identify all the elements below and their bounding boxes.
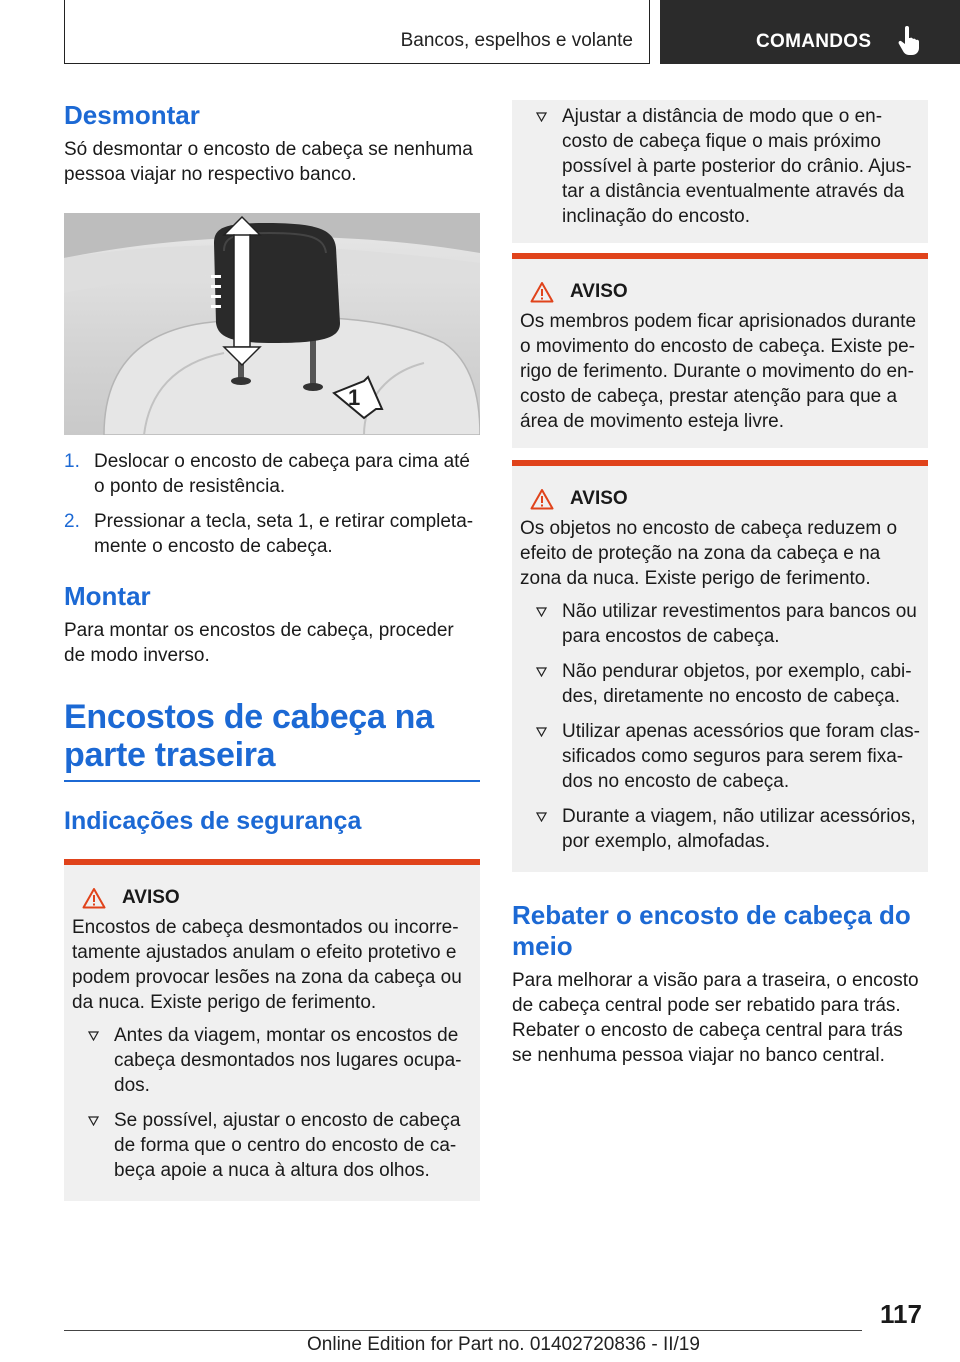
warning-title [520, 281, 920, 303]
bullet-triangle-icon [88, 1116, 99, 1126]
warning-text: Encostos de cabeça desmontados ou incorre-tamente ajustados anulam o efeito protetivo e podem provocar lesões na zona da cabeça ou da nuca. Existe perigo de ferimento. [72, 916, 462, 1013]
step-item [64, 509, 480, 559]
bullet-item [520, 659, 920, 709]
right-column [512, 100, 928, 1068]
page-number: 117 [880, 1299, 922, 1329]
header-chapter-tab[interactable] [660, 0, 960, 64]
bullet-triangle-icon [536, 667, 547, 677]
bullet-text: Durante a viagem, não utilizar acessórios, por exemplo, almofadas. [562, 806, 916, 852]
montar-text: Para montar os encostos de cabeça, proceder de modo inverso. [64, 620, 454, 666]
bullet-item [520, 104, 920, 229]
header-section-title: Bancos, espelhos e volante [400, 30, 633, 51]
bullet-triangle-icon [536, 112, 547, 122]
heading-rebater: Rebater o encosto de cabeça do meio [512, 900, 911, 961]
warning-triangle-icon [82, 887, 106, 909]
bullet-text: Se possível, ajustar o encosto de cabeça de forma que o centro do encosto de ca-beça apoie a nuca à altura dos olhos. [114, 1109, 461, 1181]
heading-safety-notes: Indicações de segurança [64, 806, 362, 835]
heading-montar: Montar [64, 581, 151, 611]
pointing-hand-icon [896, 26, 922, 56]
step-item [64, 449, 480, 499]
header-chapter-label: COMANDOS [756, 31, 872, 52]
bullet-text: Ajustar a distância de modo que o en-costo de cabeça fique o mais próximo possível à parte posterior do crânio. Ajus-tar a distância eventualmente através da inclinação do encosto. [562, 106, 912, 227]
warning-triangle-icon [530, 488, 554, 510]
chapter-heading-rule [64, 780, 480, 782]
warning-text: Os membros podem ficar aprisionados durante o movimento do encosto de cabeça. Existe pe-rigo de ferimento. Durante o movimento do en-costo de cabeça, prestar atenção para que a área de movimento esteja livre. [520, 311, 917, 432]
footer-edition: Online Edition for Part no. 01402720836 - II/19 [307, 1334, 700, 1355]
step-text: Pressionar a tecla, seta 1, e retirar completa-mente o encosto de cabeça. [94, 511, 474, 557]
bullet-triangle-icon [88, 1031, 99, 1041]
warning-box-3 [512, 460, 928, 872]
warning-box-1 [64, 859, 480, 1201]
figure-callout-1: 1 [348, 385, 361, 410]
bullet-triangle-icon [536, 727, 547, 737]
step-number: 2. [64, 511, 80, 532]
bullet-item [520, 719, 920, 794]
heading-desmontar: Desmontar [64, 100, 200, 130]
warning-title [520, 488, 920, 510]
bullet-text: Antes da viagem, montar os encostos de cabeça desmontados nos lugares ocupa-dos. [114, 1024, 462, 1096]
left-column [64, 100, 480, 1201]
chapter-heading-line1: Encostos de cabeça na [64, 698, 434, 736]
header-section-box [64, 0, 650, 64]
rebater-text: Para melhorar a visão para a traseira, o encosto de cabeça central pode ser rebatido para trás. Rebater o encosto de cabeça central para trás se nenhuma pessoa viajar no banco central. [512, 970, 919, 1066]
headrest-photo [64, 213, 480, 435]
warning-title-text: AVISO [570, 281, 628, 302]
removal-steps [64, 449, 480, 559]
bullet-triangle-icon [536, 812, 547, 822]
warning-box-2 [512, 253, 928, 448]
warning-title-text: AVISO [570, 488, 628, 509]
warning-text: Os objetos no encosto de cabeça reduzem o efeito de proteção na zona da cabeça e na zona da nuca. Existe perigo de ferimento. [520, 518, 898, 589]
bullet-item [72, 1108, 472, 1183]
bullet-text: Utilizar apenas acessórios que foram clas-sificados como seguros para serem fixa-dos no encosto de cabeça. [562, 721, 920, 792]
bullet-item [72, 1023, 472, 1098]
chapter-heading [64, 698, 480, 774]
warning-title [72, 887, 472, 909]
warning-bullets [72, 1023, 472, 1183]
step-text: Deslocar o encosto de cabeça para cima até o ponto de resistência. [94, 451, 470, 497]
bullet-text: Não utilizar revestimentos para bancos ou para encostos de cabeça. [562, 601, 917, 647]
desmontar-text: Só desmontar o encosto de cabeça se nenhuma pessoa viajar no respectivo banco. [64, 139, 473, 185]
bullet-text: Não pendurar objetos, por exemplo, cabi-des, diretamente no encosto de cabeça. [562, 661, 912, 707]
bullet-item [520, 599, 920, 649]
bullet-item [520, 804, 920, 854]
continued-bullets [520, 104, 920, 229]
bullet-triangle-icon [536, 607, 547, 617]
warning-triangle-icon [530, 281, 554, 303]
warning-bullets [520, 599, 920, 854]
continued-bullet-box [512, 100, 928, 243]
step-number: 1. [64, 451, 80, 472]
warning-title-text: AVISO [122, 886, 180, 908]
chapter-heading-line2: parte traseira [64, 736, 276, 774]
headrest-illustration [64, 213, 480, 435]
footer-rule [64, 1330, 862, 1331]
